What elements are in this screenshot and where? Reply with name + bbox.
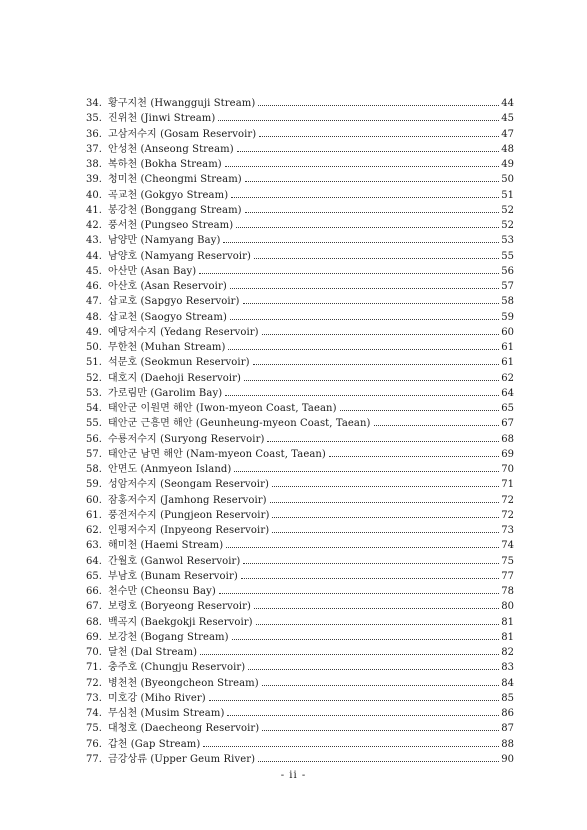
toc-entry-page: 44 (501, 98, 514, 109)
toc-entry-number: 59. (86, 479, 102, 491)
toc-entry[interactable] (86, 188, 514, 203)
toc-entry-title: 병천천 (Byeongcheon Stream) (108, 677, 259, 689)
toc-entry[interactable] (86, 432, 514, 447)
toc-entry[interactable] (86, 538, 514, 553)
toc-entry-title: 무한천 (Muhan Stream) (108, 342, 226, 353)
toc-entry-number: 40. (86, 189, 102, 201)
toc-entry-page: 51 (501, 189, 514, 201)
dot-leader (270, 502, 499, 503)
dot-leader (225, 395, 499, 396)
table-of-contents (86, 96, 514, 767)
dot-leader (236, 227, 499, 228)
toc-entry-number: 74. (86, 708, 102, 719)
toc-entry-page: 71 (501, 479, 514, 491)
toc-entry[interactable] (86, 706, 514, 721)
toc-entry-title: 미호강 (Miho River) (108, 692, 206, 704)
toc-entry[interactable] (86, 416, 514, 431)
toc-entry[interactable] (86, 462, 514, 477)
toc-entry-title: 남양만 (Namyang Bay) (108, 235, 221, 247)
toc-entry-title: 무심천 (Musim Stream) (108, 708, 225, 719)
toc-entry-title: 진위천 (Jinwi Stream) (108, 113, 216, 125)
toc-entry[interactable] (86, 676, 514, 691)
toc-entry-number: 73. (86, 692, 102, 704)
toc-entry-title: 금강상류 (Upper Geum River) (108, 753, 256, 765)
toc-entry-number: 46. (86, 281, 102, 292)
toc-entry[interactable] (86, 737, 514, 752)
toc-entry-page: 69 (501, 448, 514, 460)
dot-leader (245, 212, 499, 213)
toc-entry-number: 53. (86, 387, 102, 399)
toc-entry-title: 곡교천 (Gokgyo Stream) (108, 189, 229, 201)
toc-entry-number: 42. (86, 220, 102, 231)
toc-entry[interactable] (86, 386, 514, 401)
dot-leader (253, 364, 499, 365)
toc-entry-number: 60. (86, 494, 102, 506)
toc-entry-number: 75. (86, 723, 102, 735)
toc-entry-page: 70 (501, 464, 514, 475)
toc-entry-number: 76. (86, 738, 102, 750)
toc-entry-page: 86 (501, 708, 514, 719)
toc-entry-number: 36. (86, 128, 102, 140)
toc-entry-page: 47 (501, 128, 514, 140)
toc-entry-page: 82 (501, 647, 514, 658)
toc-entry[interactable] (86, 615, 514, 630)
toc-entry-page: 59 (501, 311, 514, 323)
toc-entry[interactable] (86, 127, 514, 142)
dot-leader (262, 685, 499, 686)
toc-entry-number: 35. (86, 113, 102, 125)
toc-entry-page: 48 (501, 143, 514, 155)
toc-entry[interactable] (86, 401, 514, 416)
toc-entry-page: 65 (501, 403, 514, 414)
toc-entry-title: 보령호 (Boryeong Reservoir) (108, 601, 252, 613)
toc-entry[interactable] (86, 599, 514, 614)
toc-entry-number: 63. (86, 540, 102, 552)
toc-entry-number: 44. (86, 250, 102, 262)
toc-entry[interactable] (86, 569, 514, 584)
toc-entry-title: 고삼저수지 (Gosam Reservoir) (108, 128, 257, 140)
toc-entry-page: 52 (501, 204, 514, 216)
toc-entry[interactable] (86, 172, 514, 187)
toc-entry-page: 62 (501, 372, 514, 384)
toc-entry-title: 풍서천 (Pungseo Stream) (108, 220, 234, 231)
toc-entry-number: 68. (86, 616, 102, 628)
toc-entry-page: 55 (501, 250, 514, 262)
toc-entry-page: 72 (501, 509, 514, 521)
toc-entry[interactable] (86, 294, 514, 309)
dot-leader (254, 608, 499, 609)
toc-entry-title: 달천 (Dal Stream) (108, 647, 198, 658)
dot-leader (230, 288, 499, 289)
toc-entry-page: 90 (501, 753, 514, 765)
toc-entry-number: 37. (86, 143, 102, 155)
toc-entry-page: 72 (501, 494, 514, 506)
toc-entry-number: 45. (86, 265, 102, 277)
dot-leader (237, 151, 499, 152)
dot-leader (244, 380, 499, 381)
dot-leader (209, 700, 499, 701)
toc-entry-number: 56. (86, 433, 102, 445)
toc-entry[interactable] (86, 691, 514, 706)
toc-entry-title: 태안군 이원면 해안 (Iwon-myeon Coast, Taean) (108, 403, 337, 414)
toc-entry-title: 삽교호 (Sapgyo Reservoir) (108, 296, 240, 308)
dot-leader (227, 715, 499, 716)
toc-entry[interactable] (86, 142, 514, 157)
toc-entry-page: 56 (501, 265, 514, 277)
dot-leader (259, 136, 499, 137)
toc-entry-page: 52 (501, 220, 514, 231)
toc-entry-title: 부남호 (Bunam Reservoir) (108, 570, 238, 582)
toc-entry[interactable] (86, 264, 514, 279)
toc-entry-number: 39. (86, 174, 102, 186)
toc-entry-page: 81 (501, 616, 514, 628)
toc-entry-number: 58. (86, 464, 102, 475)
toc-entry-title: 갑천 (Gap Stream) (108, 738, 201, 750)
dot-leader (203, 746, 499, 747)
toc-entry-number: 77. (86, 753, 102, 765)
toc-entry-title: 해미천 (Haemi Stream) (108, 540, 224, 552)
toc-entry-title: 풍전저수지 (Pungjeon Reservoir) (108, 509, 270, 521)
toc-entry-number: 70. (86, 647, 102, 658)
toc-entry[interactable] (86, 157, 514, 172)
toc-entry-number: 38. (86, 159, 102, 170)
dot-leader (374, 425, 499, 426)
toc-entry-title: 황구지천 (Hwangguji Stream) (108, 98, 256, 109)
dot-leader (262, 334, 499, 335)
dot-leader (243, 303, 499, 304)
dot-leader (234, 471, 499, 472)
toc-entry[interactable] (86, 508, 514, 523)
toc-entry-title: 보강천 (Bogang Stream) (108, 631, 229, 643)
toc-entry-page: 75 (501, 555, 514, 567)
toc-entry-title: 성암저수지 (Seongam Reservoir) (108, 479, 269, 491)
dot-leader (248, 669, 499, 670)
toc-entry[interactable] (86, 340, 514, 355)
dot-leader (218, 120, 499, 121)
toc-entry-title: 아산호 (Asan Reservoir) (108, 281, 227, 292)
dot-leader (199, 273, 499, 274)
toc-entry-number: 61. (86, 509, 102, 521)
toc-entry-page: 81 (501, 631, 514, 643)
dot-leader (228, 349, 499, 350)
toc-entry-page: 87 (501, 723, 514, 735)
toc-entry[interactable] (86, 630, 514, 645)
toc-entry[interactable] (86, 721, 514, 736)
toc-entry[interactable] (86, 752, 514, 767)
toc-entry-page: 57 (501, 281, 514, 292)
toc-entry-number: 50. (86, 342, 102, 353)
toc-entry-number: 47. (86, 296, 102, 308)
dot-leader (223, 242, 499, 243)
toc-entry-title: 가로림만 (Garolim Bay) (108, 387, 223, 399)
page-number: - ii - (280, 770, 307, 781)
toc-entry-page: 64 (501, 387, 514, 399)
toc-entry-number: 69. (86, 631, 102, 643)
toc-entry-title: 예당저수지 (Yedang Reservoir) (108, 326, 259, 338)
toc-entry[interactable] (86, 279, 514, 294)
toc-entry-page: 78 (501, 586, 514, 597)
toc-entry[interactable] (86, 96, 514, 111)
toc-entry-number: 72. (86, 677, 102, 689)
toc-entry[interactable] (86, 111, 514, 126)
toc-entry[interactable] (86, 203, 514, 218)
toc-entry[interactable] (86, 493, 514, 508)
toc-entry[interactable] (86, 523, 514, 538)
toc-entry-page: 73 (501, 525, 514, 536)
toc-entry-number: 52. (86, 372, 102, 384)
dot-leader (225, 166, 499, 167)
toc-entry-page: 50 (501, 174, 514, 186)
toc-entry-title: 삽교천 (Saogyo Stream) (108, 311, 227, 323)
toc-entry-number: 64. (86, 555, 102, 567)
dot-leader (340, 410, 499, 411)
toc-entry-page: 68 (501, 433, 514, 445)
toc-entry-title: 천수만 (Cheonsu Bay) (108, 586, 216, 597)
toc-entry-title: 백곡지 (Baekgokji Reservoir) (108, 616, 253, 628)
toc-entry[interactable] (86, 584, 514, 599)
toc-entry[interactable] (86, 310, 514, 325)
toc-entry-page: 84 (501, 677, 514, 689)
toc-entry-number: 48. (86, 311, 102, 323)
toc-entry-page: 83 (501, 662, 514, 674)
dot-leader (232, 639, 499, 640)
toc-entry-number: 57. (86, 448, 102, 460)
toc-entry-number: 51. (86, 357, 102, 369)
dot-leader (272, 486, 499, 487)
toc-entry-page: 45 (501, 113, 514, 125)
toc-entry-number: 43. (86, 235, 102, 247)
toc-entry[interactable] (86, 554, 514, 569)
toc-entry-title: 간월호 (Ganwol Reservoir) (108, 555, 241, 567)
toc-entry[interactable] (86, 233, 514, 248)
dot-leader (231, 197, 499, 198)
dot-leader (219, 593, 499, 594)
dot-leader (272, 532, 499, 533)
toc-entry-title: 인평저수지 (Inpyeong Reservoir) (108, 525, 270, 536)
toc-entry-page: 85 (501, 692, 514, 704)
toc-entry-page: 49 (501, 159, 514, 170)
toc-entry-page: 58 (501, 296, 514, 308)
dot-leader (267, 441, 499, 442)
toc-entry-page: 61 (501, 357, 514, 369)
toc-entry-number: 67. (86, 601, 102, 613)
toc-entry-page: 61 (501, 342, 514, 353)
dot-leader (258, 761, 499, 762)
toc-entry-title: 청미천 (Cheongmi Stream) (108, 174, 242, 186)
toc-entry-title: 대호지 (Daehoji Reservoir) (108, 372, 242, 384)
dot-leader (230, 319, 499, 320)
toc-entry-title: 안성천 (Anseong Stream) (108, 143, 234, 155)
dot-leader (272, 517, 499, 518)
toc-entry-title: 복하천 (Bokha Stream) (108, 159, 222, 170)
toc-entry-number: 34. (86, 98, 102, 109)
dot-leader (241, 578, 499, 579)
toc-entry-number: 54. (86, 403, 102, 414)
toc-entry-title: 석문호 (Seokmun Reservoir) (108, 357, 250, 369)
toc-entry-number: 49. (86, 326, 102, 338)
toc-entry-page: 77 (501, 570, 514, 582)
toc-entry-number: 65. (86, 570, 102, 582)
toc-entry-number: 41. (86, 204, 102, 216)
toc-entry-title: 봉강천 (Bonggang Stream) (108, 204, 242, 216)
toc-entry-title: 대청호 (Daecheong Reservoir) (108, 723, 260, 735)
toc-entry-title: 태안군 남면 해안 (Nam-myeon Coast, Taean) (108, 448, 326, 460)
toc-entry-page: 74 (501, 540, 514, 552)
toc-entry-page: 80 (501, 601, 514, 613)
dot-leader (243, 563, 499, 564)
toc-entry[interactable] (86, 249, 514, 264)
toc-entry-title: 태안군 근흥면 해안 (Geunheung-myeon Coast, Taean) (108, 418, 371, 430)
toc-entry-title: 아산만 (Asan Bay) (108, 265, 197, 277)
toc-entry-page: 67 (501, 418, 514, 430)
toc-entry-title: 남양호 (Namyang Reservoir) (108, 250, 252, 262)
dot-leader (329, 456, 499, 457)
toc-entry[interactable] (86, 218, 514, 233)
toc-entry-number: 62. (86, 525, 102, 536)
dot-leader (256, 624, 499, 625)
dot-leader (254, 258, 499, 259)
toc-entry-title: 충주호 (Chungju Reservoir) (108, 662, 246, 674)
dot-leader (226, 547, 499, 548)
dot-leader (262, 730, 499, 731)
dot-leader (200, 654, 499, 655)
toc-entry[interactable] (86, 325, 514, 340)
toc-entry[interactable] (86, 477, 514, 492)
toc-entry-page: 53 (501, 235, 514, 247)
toc-entry-title: 수룡저수지 (Suryong Reservoir) (108, 433, 265, 445)
toc-entry-number: 55. (86, 418, 102, 430)
dot-leader (245, 181, 499, 182)
toc-entry[interactable] (86, 447, 514, 462)
toc-entry[interactable] (86, 645, 514, 660)
toc-entry-page: 88 (501, 738, 514, 750)
toc-entry[interactable] (86, 355, 514, 370)
toc-entry-title: 안면도 (Anmyeon Island) (108, 464, 232, 475)
toc-entry-number: 71. (86, 662, 102, 674)
toc-entry-number: 66. (86, 586, 102, 597)
toc-entry[interactable] (86, 371, 514, 386)
toc-entry[interactable] (86, 660, 514, 675)
toc-entry-page: 60 (501, 326, 514, 338)
dot-leader (258, 105, 499, 106)
toc-entry-title: 잠홍저수지 (Jamhong Reservoir) (108, 494, 267, 506)
